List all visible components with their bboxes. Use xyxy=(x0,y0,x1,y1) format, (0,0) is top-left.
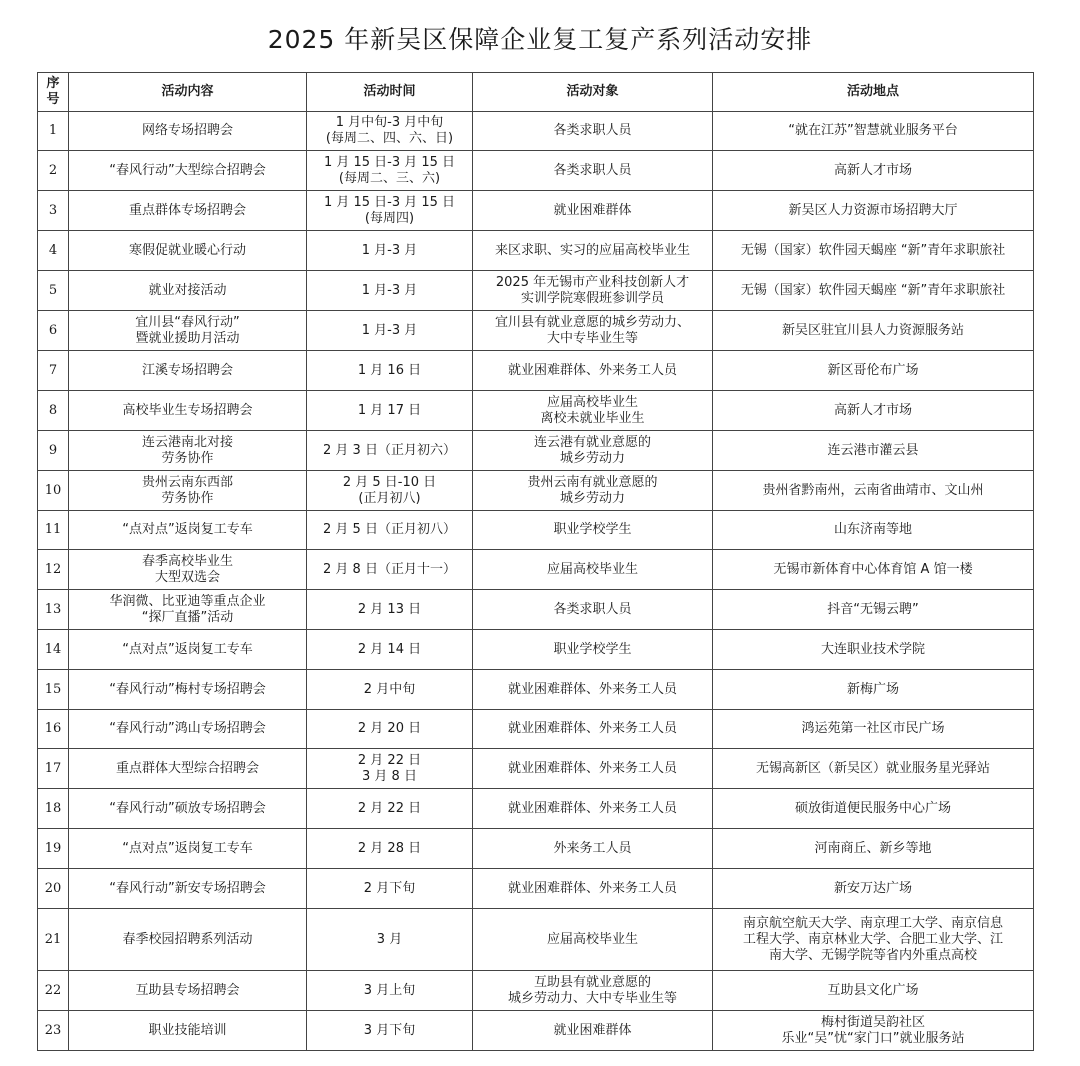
cell-activity-target: 宜川县有就业意愿的城乡劳动力、 大中专毕业生等 xyxy=(473,311,713,351)
table-row xyxy=(38,789,1034,829)
cell-activity-target: 就业困难群体 xyxy=(473,191,713,231)
cell-activity-content: 高校毕业生专场招聘会 xyxy=(69,391,307,431)
cell-activity-content: “点对点”返岗复工专车 xyxy=(69,630,307,670)
activity-schedule-table xyxy=(37,72,1034,1051)
table-row xyxy=(38,971,1034,1011)
cell-activity-time: 2 月 20 日 xyxy=(307,710,473,749)
cell-serial-number: 20 xyxy=(38,869,69,909)
header-serial-number: 序 号 xyxy=(38,73,69,112)
table-body xyxy=(38,112,1034,1051)
cell-activity-location: 无锡（国家）软件园天蝎座 “新”青年求职旅社 xyxy=(713,231,1034,271)
cell-serial-number: 3 xyxy=(38,191,69,231)
cell-activity-time: 2 月 14 日 xyxy=(307,630,473,670)
table-row xyxy=(38,1011,1034,1051)
cell-activity-content: 职业技能培训 xyxy=(69,1011,307,1051)
cell-serial-number: 14 xyxy=(38,630,69,670)
cell-activity-content: 贵州云南东西部 劳务协作 xyxy=(69,471,307,511)
cell-activity-location: 新区哥伦布广场 xyxy=(713,351,1034,391)
table-row xyxy=(38,151,1034,191)
cell-activity-content: “春风行动”新安专场招聘会 xyxy=(69,869,307,909)
cell-serial-number: 8 xyxy=(38,391,69,431)
cell-activity-time: 3 月 xyxy=(307,909,473,971)
cell-activity-time: 2 月 22 日 xyxy=(307,789,473,829)
cell-activity-target: 互助县有就业意愿的 城乡劳动力、大中专毕业生等 xyxy=(473,971,713,1011)
cell-activity-content: 春季校园招聘系列活动 xyxy=(69,909,307,971)
cell-activity-content: “春风行动”硕放专场招聘会 xyxy=(69,789,307,829)
cell-activity-content: “点对点”返岗复工专车 xyxy=(69,829,307,869)
cell-activity-location: 新吴区人力资源市场招聘大厅 xyxy=(713,191,1034,231)
cell-serial-number: 23 xyxy=(38,1011,69,1051)
cell-activity-content: 连云港南北对接 劳务协作 xyxy=(69,431,307,471)
cell-activity-location: 鸿运苑第一社区市民广场 xyxy=(713,710,1034,749)
cell-activity-target: 就业困难群体、外来务工人员 xyxy=(473,670,713,710)
cell-activity-location: 贵州省黔南州，云南省曲靖市、文山州 xyxy=(713,471,1034,511)
cell-activity-time: 1 月中旬-3 月中旬 (每周二、四、六、日) xyxy=(307,112,473,151)
cell-activity-content: 就业对接活动 xyxy=(69,271,307,311)
cell-activity-target: 连云港有就业意愿的 城乡劳动力 xyxy=(473,431,713,471)
cell-serial-number: 6 xyxy=(38,311,69,351)
cell-serial-number: 18 xyxy=(38,789,69,829)
table-row xyxy=(38,829,1034,869)
cell-activity-time: 1 月 17 日 xyxy=(307,391,473,431)
cell-activity-target: 就业困难群体、外来务工人员 xyxy=(473,351,713,391)
cell-activity-target: 各类求职人员 xyxy=(473,151,713,191)
cell-activity-location: 抖音“无锡云聘” xyxy=(713,590,1034,630)
cell-activity-content: 重点群体大型综合招聘会 xyxy=(69,749,307,789)
table-row xyxy=(38,630,1034,670)
cell-serial-number: 2 xyxy=(38,151,69,191)
cell-activity-target: 就业困难群体、外来务工人员 xyxy=(473,710,713,749)
cell-activity-target: 应届高校毕业生 xyxy=(473,909,713,971)
cell-serial-number: 1 xyxy=(38,112,69,151)
cell-activity-target: 职业学校学生 xyxy=(473,630,713,670)
table-row xyxy=(38,471,1034,511)
cell-activity-content: 网络专场招聘会 xyxy=(69,112,307,151)
cell-activity-time: 1 月-3 月 xyxy=(307,311,473,351)
table-row xyxy=(38,271,1034,311)
cell-activity-time: 2 月 5 日-10 日 (正月初八) xyxy=(307,471,473,511)
cell-activity-location: 无锡（国家）软件园天蝎座 “新”青年求职旅社 xyxy=(713,271,1034,311)
cell-activity-location: “就在江苏”智慧就业服务平台 xyxy=(713,112,1034,151)
cell-activity-target: 职业学校学生 xyxy=(473,511,713,550)
cell-activity-target: 就业困难群体 xyxy=(473,1011,713,1051)
cell-serial-number: 17 xyxy=(38,749,69,789)
cell-serial-number: 16 xyxy=(38,710,69,749)
cell-activity-time: 2 月 13 日 xyxy=(307,590,473,630)
cell-activity-location: 南京航空航天大学、南京理工大学、南京信息 工程大学、南京林业大学、合肥工业大学、江 南大学、无锡学院等省内外重点高校 xyxy=(713,909,1034,971)
cell-serial-number: 13 xyxy=(38,590,69,630)
cell-serial-number: 9 xyxy=(38,431,69,471)
cell-activity-time: 1 月-3 月 xyxy=(307,271,473,311)
table-row xyxy=(38,869,1034,909)
table-row xyxy=(38,112,1034,151)
cell-activity-location: 大连职业技术学院 xyxy=(713,630,1034,670)
cell-activity-content: “春风行动”鸿山专场招聘会 xyxy=(69,710,307,749)
cell-activity-target: 贵州云南有就业意愿的 城乡劳动力 xyxy=(473,471,713,511)
cell-activity-target: 各类求职人员 xyxy=(473,112,713,151)
table-row xyxy=(38,311,1034,351)
cell-activity-content: 华润微、比亚迪等重点企业 “探厂直播”活动 xyxy=(69,590,307,630)
cell-activity-time: 3 月下旬 xyxy=(307,1011,473,1051)
cell-activity-target: 各类求职人员 xyxy=(473,590,713,630)
document-title: 2025 年新吴区保障企业复工复产系列活动安排 xyxy=(267,25,813,54)
cell-activity-content: “点对点”返岗复工专车 xyxy=(69,511,307,550)
cell-activity-location: 高新人才市场 xyxy=(713,151,1034,191)
cell-activity-content: 寒假促就业暖心行动 xyxy=(69,231,307,271)
table-row xyxy=(38,749,1034,789)
table-row xyxy=(38,710,1034,749)
cell-activity-content: 春季高校毕业生 大型双选会 xyxy=(69,550,307,590)
cell-activity-location: 高新人才市场 xyxy=(713,391,1034,431)
cell-activity-target: 就业困难群体、外来务工人员 xyxy=(473,869,713,909)
cell-activity-location: 连云港市灌云县 xyxy=(713,431,1034,471)
cell-activity-location: 新吴区驻宜川县人力资源服务站 xyxy=(713,311,1034,351)
cell-activity-target: 来区求职、实习的应届高校毕业生 xyxy=(473,231,713,271)
cell-activity-location: 无锡高新区（新吴区）就业服务星光驿站 xyxy=(713,749,1034,789)
table-row xyxy=(38,191,1034,231)
cell-activity-target: 应届高校毕业生 离校未就业毕业生 xyxy=(473,391,713,431)
table-row xyxy=(38,231,1034,271)
cell-serial-number: 21 xyxy=(38,909,69,971)
table-row xyxy=(38,351,1034,391)
table-header-row xyxy=(38,73,1034,112)
cell-activity-content: 重点群体专场招聘会 xyxy=(69,191,307,231)
cell-activity-time: 1 月 15 日-3 月 15 日 (每周四) xyxy=(307,191,473,231)
cell-activity-location: 无锡市新体育中心体育馆 A 馆一楼 xyxy=(713,550,1034,590)
cell-activity-location: 新安万达广场 xyxy=(713,869,1034,909)
table-row xyxy=(38,511,1034,550)
cell-activity-time: 3 月上旬 xyxy=(307,971,473,1011)
table-row xyxy=(38,909,1034,971)
cell-activity-content: 互助县专场招聘会 xyxy=(69,971,307,1011)
cell-activity-target: 2025 年无锡市产业科技创新人才 实训学院寒假班参训学员 xyxy=(473,271,713,311)
cell-activity-target: 就业困难群体、外来务工人员 xyxy=(473,749,713,789)
cell-activity-location: 梅村街道吴韵社区 乐业“吴”忧“家门口”就业服务站 xyxy=(713,1011,1034,1051)
cell-activity-location: 河南商丘、新乡等地 xyxy=(713,829,1034,869)
cell-serial-number: 4 xyxy=(38,231,69,271)
cell-activity-time: 1 月 16 日 xyxy=(307,351,473,391)
cell-activity-location: 硕放街道便民服务中心广场 xyxy=(713,789,1034,829)
table-row xyxy=(38,550,1034,590)
cell-serial-number: 12 xyxy=(38,550,69,590)
cell-activity-time: 1 月 15 日-3 月 15 日 (每周二、三、六) xyxy=(307,151,473,191)
cell-activity-time: 2 月中旬 xyxy=(307,670,473,710)
cell-serial-number: 15 xyxy=(38,670,69,710)
cell-activity-content: 宜川县“春风行动” 暨就业援助月活动 xyxy=(69,311,307,351)
table-row xyxy=(38,431,1034,471)
cell-activity-content: “春风行动”梅村专场招聘会 xyxy=(69,670,307,710)
cell-activity-time: 2 月 5 日（正月初八） xyxy=(307,511,473,550)
cell-serial-number: 10 xyxy=(38,471,69,511)
cell-activity-target: 外来务工人员 xyxy=(473,829,713,869)
cell-serial-number: 22 xyxy=(38,971,69,1011)
cell-activity-time: 2 月 22 日 3 月 8 日 xyxy=(307,749,473,789)
cell-activity-location: 山东济南等地 xyxy=(713,511,1034,550)
cell-activity-location: 互助县文化广场 xyxy=(713,971,1034,1011)
cell-activity-time: 2 月下旬 xyxy=(307,869,473,909)
header-activity-location: 活动地点 xyxy=(713,73,1034,112)
table-row xyxy=(38,391,1034,431)
cell-activity-content: “春风行动”大型综合招聘会 xyxy=(69,151,307,191)
header-activity-content: 活动内容 xyxy=(69,73,307,112)
cell-activity-location: 新梅广场 xyxy=(713,670,1034,710)
cell-activity-time: 1 月-3 月 xyxy=(307,231,473,271)
cell-serial-number: 5 xyxy=(38,271,69,311)
cell-activity-target: 应届高校毕业生 xyxy=(473,550,713,590)
cell-serial-number: 7 xyxy=(38,351,69,391)
cell-activity-target: 就业困难群体、外来务工人员 xyxy=(473,789,713,829)
cell-activity-content: 江溪专场招聘会 xyxy=(69,351,307,391)
cell-activity-time: 2 月 8 日（正月十一） xyxy=(307,550,473,590)
cell-serial-number: 19 xyxy=(38,829,69,869)
cell-activity-time: 2 月 28 日 xyxy=(307,829,473,869)
cell-serial-number: 11 xyxy=(38,511,69,550)
table-row xyxy=(38,670,1034,710)
header-activity-time: 活动时间 xyxy=(307,73,473,112)
cell-activity-time: 2 月 3 日（正月初六） xyxy=(307,431,473,471)
table-row xyxy=(38,590,1034,630)
header-activity-target: 活动对象 xyxy=(473,73,713,112)
